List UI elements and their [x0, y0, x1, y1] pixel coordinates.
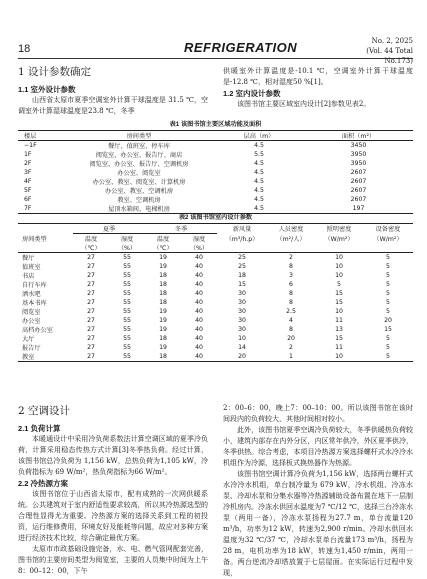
table-cell: 2.5 — [286, 308, 296, 315]
table-cell: 3950 — [350, 160, 367, 167]
table-1-header-area: 面积（m²） — [341, 133, 376, 140]
table-cell: 30 — [238, 290, 246, 297]
table-cell: 27 — [87, 344, 95, 351]
table-cell: 40 — [195, 254, 203, 261]
table-cell: 3F — [24, 169, 32, 176]
table-row — [18, 280, 413, 289]
table-cell: 10 — [335, 308, 343, 315]
table-cell: 8 — [289, 290, 293, 297]
table-cell: 2 — [289, 254, 293, 261]
table-cell: 书店 — [22, 273, 35, 280]
table-cell: 27 — [87, 263, 95, 270]
table-cell: 教室 — [22, 354, 35, 361]
table-cell: 2607 — [350, 178, 367, 185]
table-cell: 55 — [123, 299, 131, 306]
table-row — [18, 186, 413, 195]
table-cell: 55 — [123, 263, 131, 270]
section-2-continued — [223, 403, 413, 579]
table-cell: 55 — [123, 353, 131, 360]
table-cell: 阅览室 — [22, 309, 41, 316]
table-cell: 19 — [159, 254, 167, 261]
table-2-subheader: 温度 — [156, 236, 170, 243]
table-row — [18, 298, 413, 307]
paragraph-equipment: 该图书馆空调计算冷负荷为1,156 kW，选择两台螺杆式水冷冷水机组，单台制冷量为 679 kW，冷水机组、冷冻水泵、冷却水泵和分集水器等冷热源辅助设备布置在地下一层制冷机房内。冷冻水供回水温度为7 ℃/12 ℃，选择三台冷冻水泵（两用一备），冷冻水泵扬程为27.7 m，单台流量120 m³/h，功率为12 kW，转速为2,900 r/min。冷却水供回水温度为32 ℃/37 ℃，冷却水泵单台流量173 m³/h，扬程为28 m，电机功率为18 kW，转速为1,450 r/min，两用一备。两台逆流冷却塔放置于七层屋面。在实际运行过程中发现， — [223, 470, 413, 577]
table-cell: 6 — [289, 281, 293, 288]
table-cell: 40 — [195, 308, 203, 315]
table-cell: 25 — [238, 254, 246, 261]
table-cell: 5 — [386, 281, 390, 288]
table-cell: 18 — [159, 299, 167, 306]
table-cell: 18 — [159, 335, 167, 342]
table-cell: 40 — [195, 353, 203, 360]
section-2 — [18, 405, 208, 577]
table-1-grid — [18, 130, 413, 214]
table-cell: 55 — [123, 254, 131, 261]
table-2-subheader: 湿度 — [120, 236, 134, 243]
table-cell: 40 — [195, 272, 203, 279]
table-cell: 20 — [287, 335, 295, 342]
table-cell: 30 — [238, 317, 246, 324]
table-row — [18, 195, 413, 204]
table-cell: 55 — [123, 326, 131, 333]
table-2-header-lighting: 照明密度 — [326, 226, 352, 234]
table-cell: 5 — [386, 308, 390, 315]
table-row — [18, 262, 413, 271]
table-cell: 阅览室、办公室、报告厅、空调机房 — [89, 161, 189, 168]
table-cell: 8 — [289, 263, 293, 270]
table-cell: 27 — [87, 272, 95, 279]
table-cell: 8 — [289, 299, 293, 306]
table-2-subheader-unit: （W/m²） — [324, 235, 354, 243]
table-cell: 19 — [159, 317, 167, 324]
table-cell: 55 — [123, 281, 131, 288]
table-cell: 5 — [337, 281, 341, 288]
table-2 — [18, 212, 413, 362]
subsection-1-2-title: 1.2 室内设计参数 — [223, 89, 281, 98]
table-cell: 4.5 — [254, 142, 264, 149]
table-cell: 30 — [238, 299, 246, 306]
table-cell: 10 — [335, 254, 343, 261]
table-row — [18, 352, 413, 362]
table-cell: 27 — [87, 299, 95, 306]
table-cell: 自行车库 — [22, 282, 47, 289]
table-cell: 餐厅 — [22, 255, 35, 262]
paragraph-schedule: 2：00–6：00，晚上7：00–10：00。所以该图书馆在该时间段内的负荷较大，其他时间相对较小。 — [223, 404, 413, 423]
table-1-header-room: 房间类型 — [126, 133, 152, 140]
table-2-subheader-unit: （m³/h.p） — [225, 235, 259, 243]
table-cell: 阅览室、办公室、报告厅、商店 — [95, 152, 183, 159]
table-2-caption: 表2 该图书馆室内设计参数 — [178, 214, 253, 221]
table-cell: 大厅 — [22, 336, 35, 343]
table-cell: 4F — [24, 178, 32, 185]
subsection-2-1-text: 本暖通设计中采用冷负荷系数法计算空调区域的夏季冷负荷，计算采用稳态传热方式计算[3]冬季热负荷。经过计算，该图书馆总冷负荷为 1,156 kW，总热负荷为1,105 kW，冷负荷指标为 69 W/m²，热负荷指标为66 W/m²。 — [18, 435, 208, 476]
table-2-unit-row — [18, 243, 413, 253]
journal-title: REFRIGERATION — [184, 40, 298, 55]
table-cell: 5 — [386, 335, 390, 342]
paragraph-source-selection: 此外，该图书馆夏季空调冷负荷较大，冬季供暖热负荷较小，建筑内部存在内外分区，内区常年供冷，外区夏季供冷，冬季供热。综合考虑，本项目冷热源方案选择螺杆式水冷冷水机组作为冷源，选择板式换热器作为热源。 — [223, 426, 413, 467]
table-2-unit: （℃） — [81, 245, 101, 252]
table-2-unit: （%） — [189, 245, 209, 252]
table-cell: 7F — [24, 205, 32, 212]
table-cell: 4.5 — [254, 169, 264, 176]
table-cell: 5 — [386, 263, 390, 270]
table-cell: 2607 — [350, 169, 367, 176]
table-cell: 11 — [335, 344, 343, 351]
table-cell: 20 — [384, 317, 392, 324]
table-cell: 洒水吧 — [22, 291, 41, 298]
section-1 — [18, 66, 208, 117]
table-cell: 5 — [386, 344, 390, 351]
table-cell: 基本书库 — [22, 300, 47, 307]
table-2-header-room: 房间类型 — [18, 224, 73, 253]
table-cell: 40 — [195, 335, 203, 342]
table-cell: 197 — [352, 205, 365, 212]
table-2-header-winter: 冬季 — [145, 224, 217, 234]
table-cell: 5 — [386, 299, 390, 306]
table-cell: 5.5 — [254, 151, 264, 158]
table-cell: 15 — [335, 299, 343, 306]
table-cell: 55 — [123, 317, 131, 324]
table-cell: 27 — [87, 281, 95, 288]
table-cell: 18 — [159, 353, 167, 360]
table-cell: 55 — [123, 290, 131, 297]
table-cell: 15 — [384, 326, 392, 333]
volume-info: (Vol. 44 Total No.173) — [366, 47, 413, 65]
subsection-2-2-text-2: 太原市市政基础设施完备，水、电、燃气管网配套完善，图书馆的主要房间类型为阅览室，主要的人员集中时间为上午8：00–12：00，下午 — [18, 545, 208, 575]
table-cell: 13 — [335, 326, 343, 333]
table-cell: 40 — [195, 317, 203, 324]
table-row — [18, 168, 413, 177]
table-cell: 2 — [289, 344, 293, 351]
table-1-header-row — [18, 131, 413, 141]
table-row — [18, 289, 413, 298]
table-cell: 27 — [87, 317, 95, 324]
table-cell: 19 — [159, 326, 167, 333]
table-cell: 55 — [123, 308, 131, 315]
table-2-grid — [18, 223, 413, 362]
table-cell: 55 — [123, 344, 131, 351]
table-cell: 办公室、教室、阅览室、计算机房 — [92, 179, 186, 186]
table-2-subheader-row — [18, 234, 413, 244]
table-2-body — [18, 253, 413, 362]
table-cell: 1 — [289, 353, 293, 360]
table-cell: 40 — [195, 326, 203, 333]
section-2-title: 2 空调设计 — [18, 405, 71, 417]
table-row — [18, 307, 413, 316]
table-cell: 40 — [195, 281, 203, 288]
table-cell: 4.5 — [254, 205, 264, 212]
table-cell: 1F — [24, 151, 32, 158]
page-number: 18 — [18, 43, 31, 55]
table-2-group-row — [18, 224, 413, 234]
table-cell: 5F — [24, 187, 32, 194]
table-cell: 办公室、教室、空调机房 — [104, 188, 174, 195]
table-2-subheader: 湿度 — [192, 236, 206, 243]
table-row — [18, 253, 413, 263]
table-cell: 19 — [159, 308, 167, 315]
table-row — [18, 150, 413, 159]
table-cell: 4 — [289, 317, 293, 324]
table-cell: 27 — [87, 335, 95, 342]
table-cell: 10 — [335, 272, 343, 279]
table-2-header-summer: 夏季 — [73, 224, 145, 234]
table-cell: 4.5 — [254, 196, 264, 203]
header-rule — [18, 58, 413, 59]
table-cell: 15 — [238, 281, 246, 288]
table-cell: 屋顶水箱间、电梯机房 — [108, 206, 170, 213]
table-cell: 18 — [238, 272, 246, 279]
table-cell: 值班室 — [22, 264, 41, 271]
subsection-2-2-text: 该图书馆位于山西省太原市，配有成熟的一次网供暖系统。公共建筑对于室内舒适性要求较高，所以其冷热源选型的合理性显得尤为重要。冷热源方案的选择关系到工程的初投资，运行维修费用，环境友好及能耗等问题，故应对多种方案进行经济技术比较，综合确定最优方案。 — [18, 490, 208, 542]
table-2-unit: （℃） — [153, 245, 173, 252]
table-row — [18, 316, 413, 325]
table-1-header-height: 层高（m） — [243, 133, 275, 140]
table-cell: 55 — [123, 272, 131, 279]
table-cell: 30 — [238, 326, 246, 333]
section-1-title: 1 设计参数确定 — [18, 66, 92, 78]
table-cell: 11 — [335, 317, 343, 324]
table-cell: 5 — [386, 290, 390, 297]
table-row — [18, 177, 413, 186]
table-cell: 10 — [335, 353, 343, 360]
subsection-2-2-title: 2.2 冷热源方案 — [18, 479, 69, 488]
subsection-1-1-title: 1.1 室外设计参数 — [18, 85, 76, 94]
table-cell: 3950 — [350, 151, 367, 158]
table-cell: 19 — [159, 344, 167, 351]
table-cell: 20 — [238, 353, 246, 360]
table-cell: 2607 — [350, 196, 367, 203]
table-cell: 2607 — [350, 187, 367, 194]
table-2-subheader-unit: （W/m²） — [373, 235, 403, 243]
table-cell: 40 — [195, 263, 203, 270]
table-row — [18, 159, 413, 168]
table-cell: 55 — [123, 335, 131, 342]
table-cell: 2F — [24, 160, 32, 167]
table-cell: 14 — [238, 344, 246, 351]
table-cell: 27 — [87, 353, 95, 360]
table-2-header-equipment: 设备密度 — [375, 226, 401, 234]
table-cell: 4.5 — [254, 160, 264, 167]
table-2-header-occupancy: 人员密度 — [278, 226, 304, 234]
table-cell: 4.5 — [254, 187, 264, 194]
table-cell: 18 — [159, 272, 167, 279]
table-cell: 8 — [289, 326, 293, 333]
table-cell: 3 — [289, 272, 293, 279]
section-1-continued — [223, 66, 413, 110]
table-2-subheader-unit: （m²/人） — [276, 235, 306, 243]
table-cell: 3450 — [350, 142, 367, 149]
issue-info — [345, 36, 413, 66]
table-1-caption: 表1 该图书馆主要区域功能及面积 — [169, 121, 262, 128]
table-cell: 15 — [335, 335, 343, 342]
table-cell: 27 — [87, 254, 95, 261]
table-cell: 40 — [195, 299, 203, 306]
subsection-1-1-text-cont: 供暖室外计算温度是-10.1 ℃，空调室外计算干球温度是-12.8 ℃，相对湿度50 %[1]。 — [223, 67, 413, 86]
table-cell: 5 — [386, 254, 390, 261]
table-cell: 27 — [87, 290, 95, 297]
table-2-subheader: 温度 — [84, 236, 98, 243]
table-1 — [18, 119, 413, 214]
table-cell: 4.5 — [254, 178, 264, 185]
subsection-1-2-text: 该图书馆主要区域室内设计[2]参数见表2。 — [237, 100, 371, 108]
table-cell: 教室、空调机房 — [117, 197, 161, 204]
table-cell: 6F — [24, 196, 32, 203]
table-row — [18, 141, 413, 151]
issue-number: No. 2, 2025 — [371, 37, 413, 45]
table-cell: 18 — [159, 281, 167, 288]
table-row — [18, 325, 413, 334]
table-cell: 5 — [386, 272, 390, 279]
table-cell: 25 — [238, 263, 246, 270]
table-cell: 40 — [195, 290, 203, 297]
table-row — [18, 334, 413, 343]
subsection-2-1-title: 2.1 负荷计算 — [18, 424, 61, 433]
table-cell: 办公室、阅览室 — [117, 170, 161, 177]
table-cell: 报告厅 — [22, 345, 41, 352]
table-cell: 办公室 — [22, 318, 41, 325]
table-cell: 高档办公室 — [22, 327, 53, 334]
table-cell: 19 — [159, 263, 167, 270]
table-2-header-fresh-air: 新风量 — [232, 226, 252, 234]
table-cell: 10 — [335, 263, 343, 270]
table-cell: 30 — [238, 308, 246, 315]
table-cell: 15 — [335, 290, 343, 297]
table-cell: 18 — [159, 290, 167, 297]
table-row — [18, 271, 413, 280]
table-cell: −1F — [24, 142, 37, 149]
table-1-header-floor: 楼层 — [24, 133, 37, 140]
table-cell: 5 — [386, 353, 390, 360]
table-cell: 27 — [87, 308, 95, 315]
table-row — [18, 343, 413, 352]
table-cell: 餐厅、值班室、停车库 — [108, 143, 170, 150]
subsection-1-1-text: 山西省太原市夏季空调室外计算干球温度是 31.5 ℃，空调室外计算湿球温度是23.8 ℃，冬季 — [18, 96, 208, 115]
table-cell: 27 — [87, 326, 95, 333]
table-cell: 40 — [195, 344, 203, 351]
table-cell: 10 — [238, 335, 246, 342]
table-2-unit: （%） — [117, 245, 137, 252]
